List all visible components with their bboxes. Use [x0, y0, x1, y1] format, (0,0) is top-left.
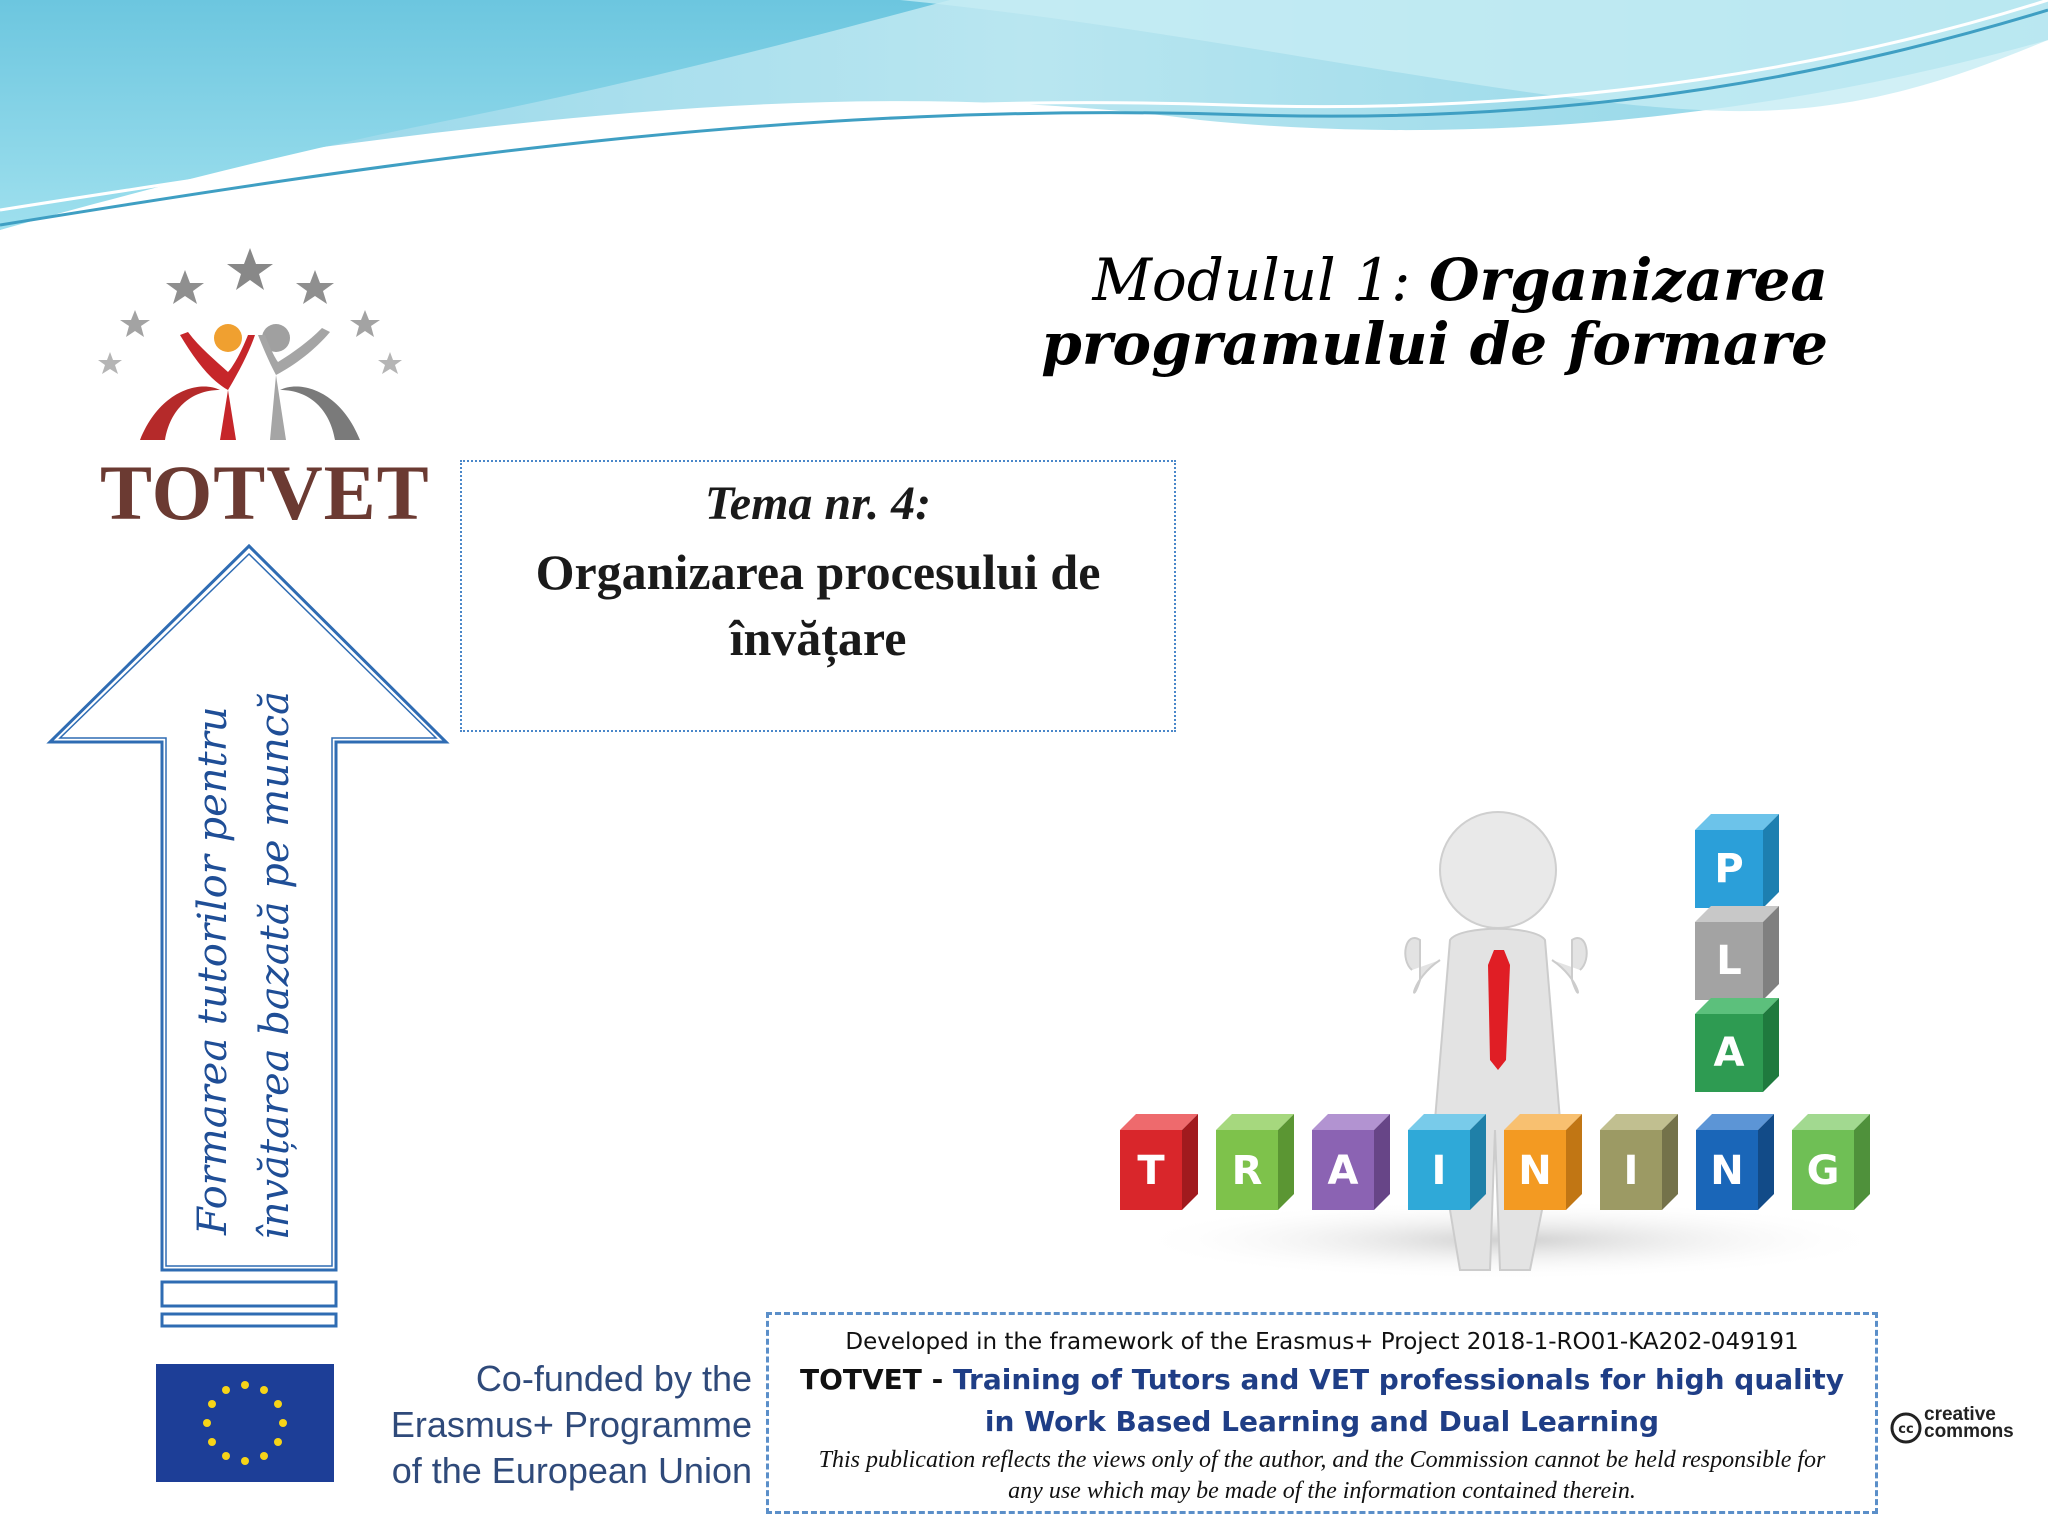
module-title-line2: programului de formare [1041, 310, 1828, 378]
svg-text:R: R [1231, 1148, 1263, 1194]
svg-text:N: N [1518, 1148, 1552, 1194]
header-waves [0, 0, 2048, 240]
cofunded-line3: of the European Union [391, 1450, 752, 1491]
cc-line2: commons [1924, 1421, 2014, 1442]
logo-text: TOTVET [100, 449, 430, 536]
svg-text:L: L [1716, 938, 1742, 984]
disclaimer-box [766, 1312, 1878, 1514]
svg-text:A: A [1713, 1030, 1745, 1076]
training-plan-illustration [1090, 800, 1890, 1280]
svg-text:cc: cc [1898, 1422, 1914, 1437]
arrow-text-line1: Formarea tutorilor pentru [190, 706, 236, 1235]
cofunded-line2: Erasmus+ Programme [390, 1404, 752, 1445]
svg-text:N: N [1710, 1148, 1744, 1194]
svg-text:A: A [1327, 1148, 1359, 1194]
cc-line1: creative [1924, 1404, 1996, 1425]
module-prefix: Modulul 1: [1092, 246, 1430, 314]
arrow-text-line2: învățarea bazată pe muncă [252, 691, 298, 1240]
developed-line: Developed in the framework of the Erasmus+ Project 2018-1-RO01-KA202-049191 [845, 1329, 1799, 1355]
cofunded-text [358, 1356, 752, 1494]
project-line [769, 1359, 1875, 1443]
svg-text:I: I [1431, 1148, 1447, 1194]
disclaimer-notice: This publication reflects the views only of the author, and the Commission cannot be held responsible for any use which may be made of the information contained therein. [818, 1447, 1826, 1504]
arrow-text [190, 660, 300, 1260]
cofunded-line1: Co-funded by the [475, 1358, 752, 1399]
topic-box [460, 460, 1176, 732]
project-description: Training of Tutors and VET professionals for high quality in Work Based Learning and Dual Learning [953, 1363, 1845, 1438]
module-title [828, 248, 1828, 376]
svg-text:T: T [1137, 1148, 1165, 1194]
eu-flag-icon [156, 1364, 334, 1482]
svg-text:I: I [1623, 1148, 1639, 1194]
project-name: TOTVET - [799, 1363, 953, 1396]
plan-cubes [1695, 814, 1779, 1092]
svg-text:P: P [1714, 846, 1744, 892]
topic-title: Organizarea procesului de învățare [535, 544, 1101, 666]
module-title-line1: Organizarea [1429, 246, 1828, 314]
svg-text:G: G [1806, 1148, 1840, 1194]
topic-label: Tema nr. 4: [704, 477, 932, 530]
cc-text [1924, 1406, 2014, 1440]
